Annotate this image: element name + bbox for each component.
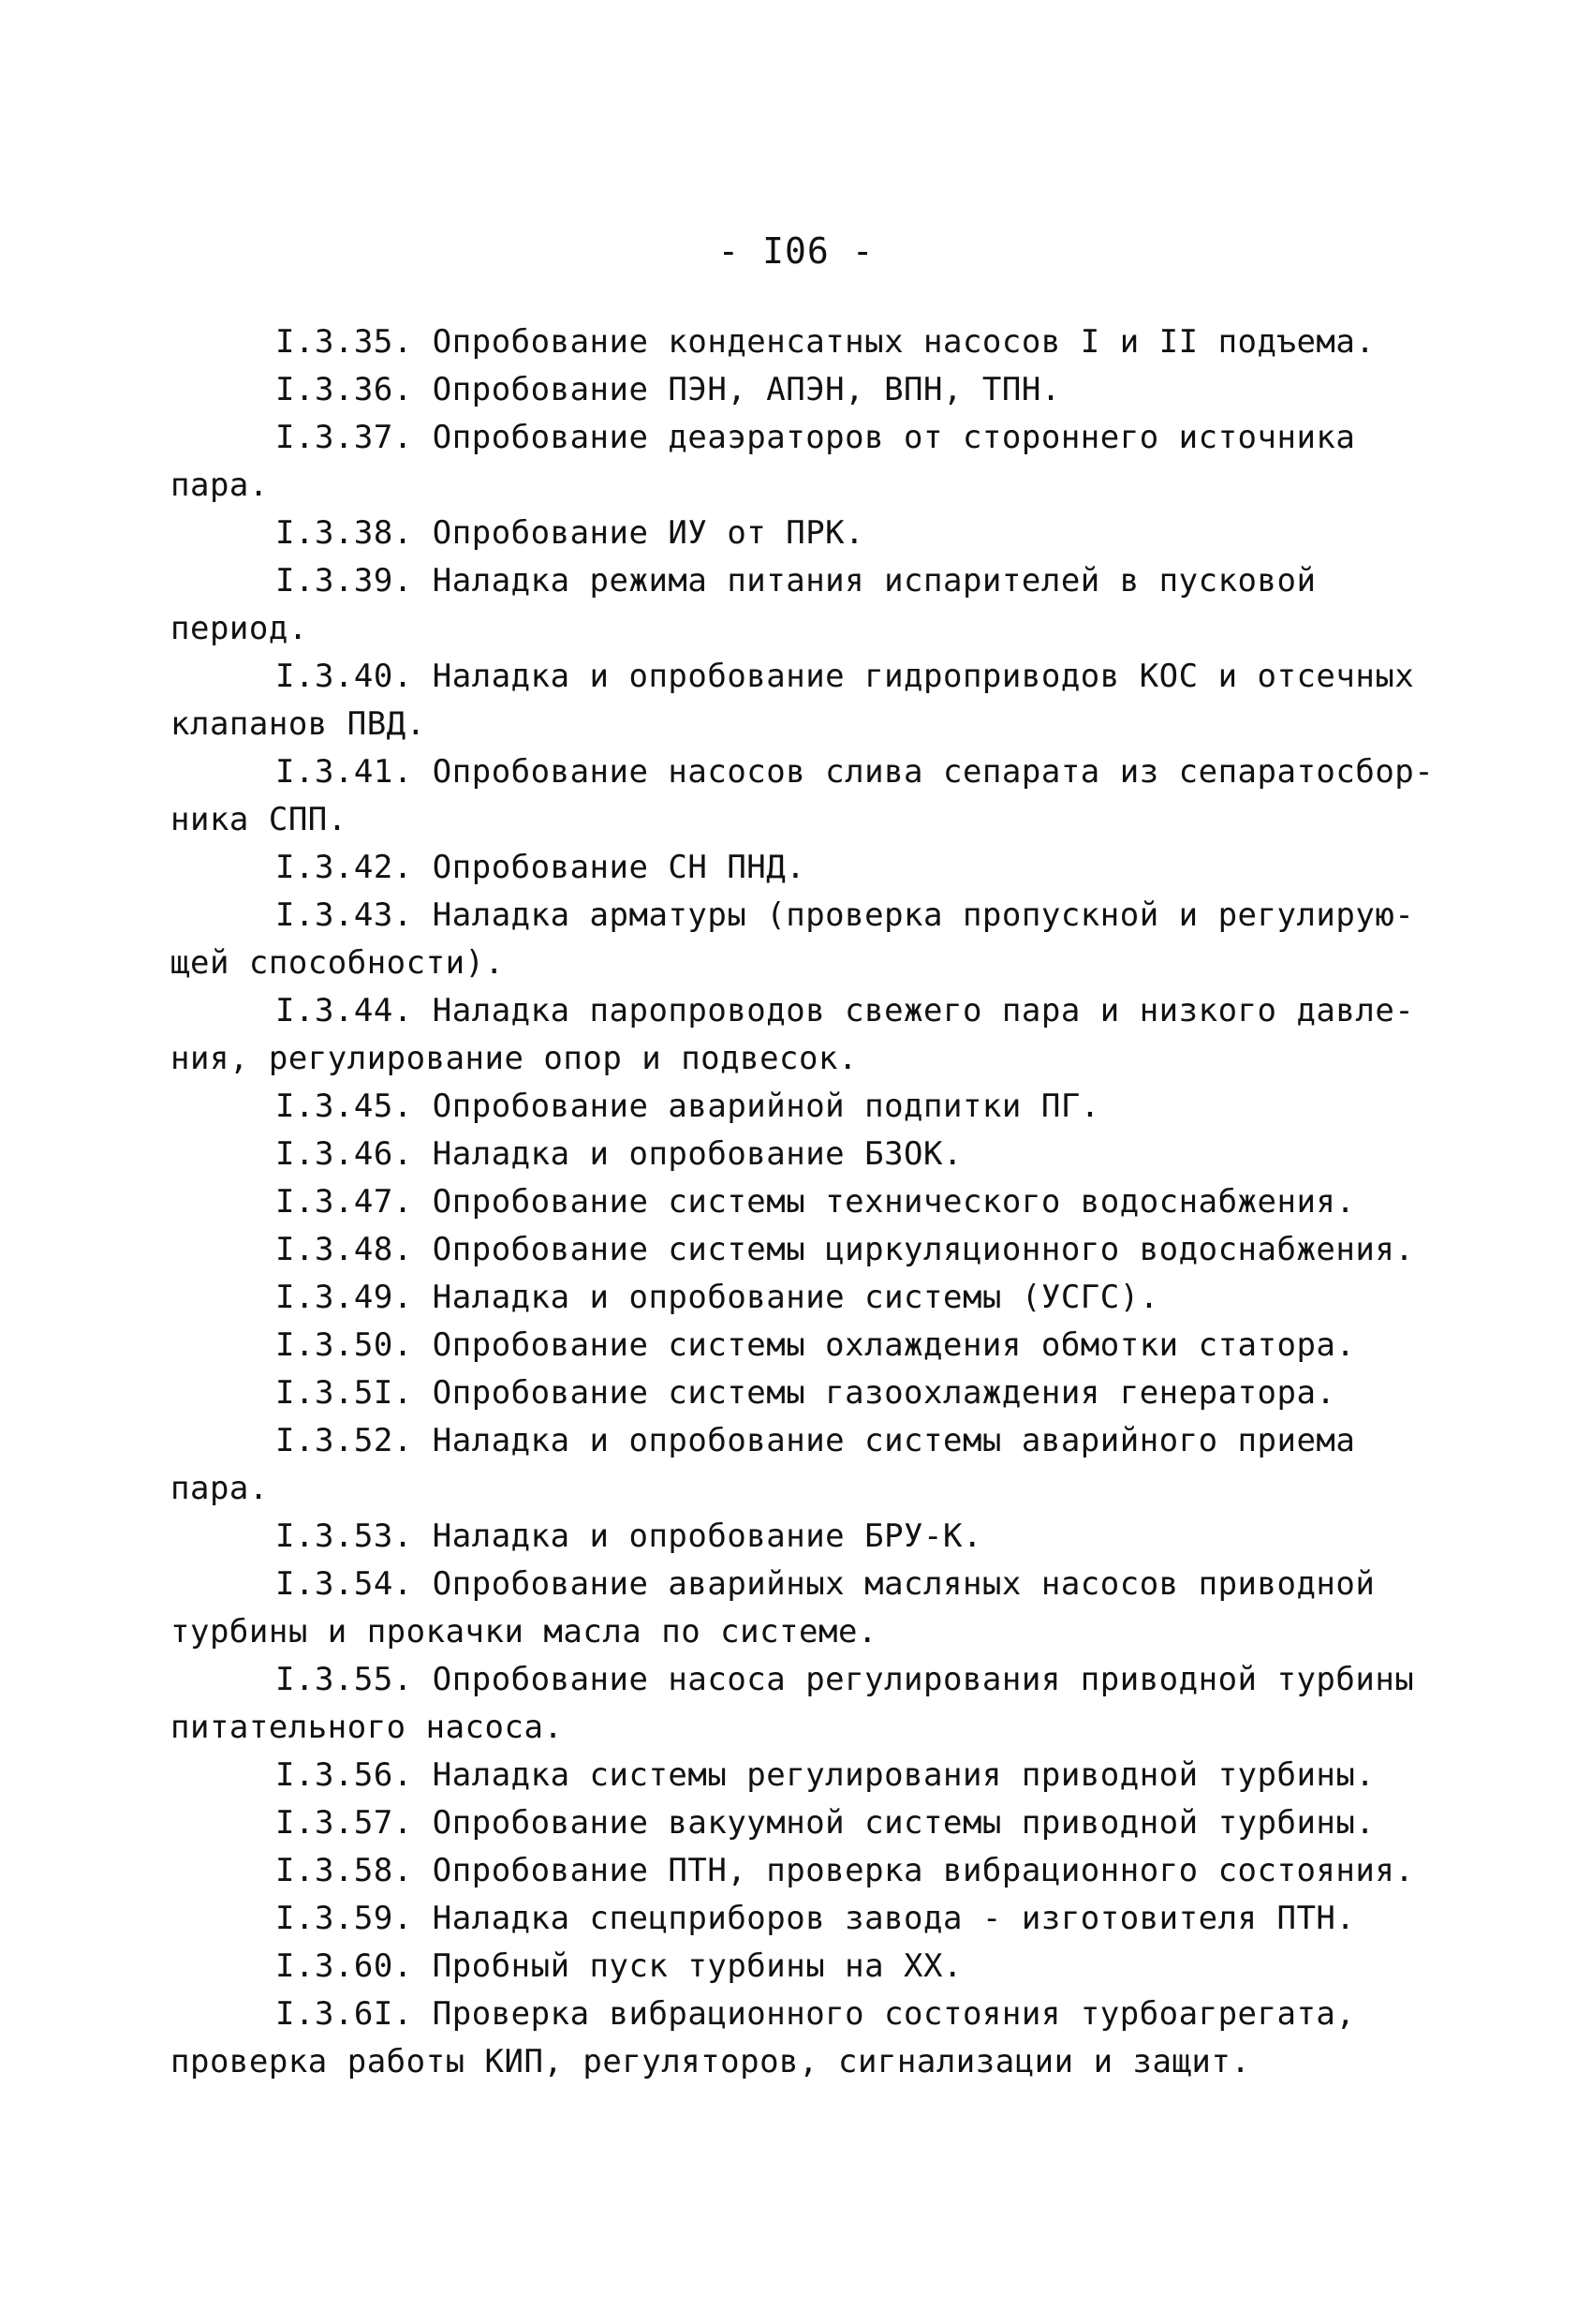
item-text: Опробование СН ПНД.	[432, 849, 806, 886]
list-item	[170, 892, 1444, 940]
item-number: I.3.46.	[275, 1135, 413, 1173]
item-text: Опробование ИУ от ПРК.	[432, 514, 865, 552]
item-text: Наладка режима питания испарителей в пусковой	[432, 562, 1317, 600]
item-text: пара.	[170, 466, 269, 504]
list-item-continuation	[170, 1465, 1444, 1513]
list-item	[170, 1083, 1444, 1131]
list-item-continuation	[170, 1704, 1444, 1752]
list-item	[170, 1322, 1444, 1369]
item-text: щей способности).	[170, 944, 505, 982]
item-text: Опробование системы охлаждения обмотки статора.	[432, 1326, 1356, 1364]
item-number: I.3.54.	[275, 1565, 413, 1603]
list-item	[170, 653, 1444, 701]
list-item-continuation	[170, 940, 1444, 987]
list-item-continuation	[170, 1035, 1444, 1083]
item-text: ния, регулирование опор и подвесок.	[170, 1040, 858, 1077]
item-text: период.	[170, 610, 308, 647]
list-item	[170, 1656, 1444, 1704]
item-text: питательного насоса.	[170, 1709, 564, 1746]
list-item	[170, 1178, 1444, 1226]
item-text: Наладка и опробование БРУ-К.	[432, 1517, 982, 1555]
item-number: I.3.43.	[275, 896, 413, 934]
item-number: I.3.38.	[275, 514, 413, 552]
list-item	[170, 1847, 1444, 1895]
list-item	[170, 1226, 1444, 1274]
item-text: Опробование конденсатных насосов I и II подъема.	[432, 323, 1376, 361]
item-number: I.3.42.	[275, 849, 413, 886]
item-text: Проверка вибрационного состояния турбоагрегата,	[432, 1995, 1356, 2033]
item-number: I.3.40.	[275, 658, 413, 695]
item-text: Опробование деаэраторов от стороннего источника	[432, 419, 1356, 456]
item-number: I.3.55.	[275, 1661, 413, 1698]
list-item-continuation	[170, 1608, 1444, 1656]
item-text: Опробование ПЭН, АПЭН, ВПН, ТПН.	[432, 371, 1061, 408]
item-text: проверка работы КИП, регуляторов, сигнализации и защит.	[170, 2043, 1251, 2080]
item-number: I.3.6I.	[275, 1995, 413, 2033]
list-item	[170, 1799, 1444, 1847]
item-text: Опробование ПТН, проверка вибрационного состояния.	[432, 1852, 1415, 1889]
item-number: I.3.37.	[275, 419, 413, 456]
item-number: I.3.60.	[275, 1947, 413, 1985]
item-text: Опробование вакуумной системы приводной турбины.	[432, 1804, 1376, 1842]
item-text: Опробование насосов слива сепарата из сепаратосбор-	[432, 753, 1435, 791]
item-number: I.3.59.	[275, 1900, 413, 1937]
list-item-continuation	[170, 462, 1444, 510]
item-number: I.3.47.	[275, 1183, 413, 1221]
item-text: Опробование аварийных масляных насосов приводной	[432, 1565, 1376, 1603]
page-number: - I06 -	[717, 230, 875, 272]
list-item-continuation	[170, 2038, 1444, 2086]
item-number: I.3.53.	[275, 1517, 413, 1555]
item-text: Опробование системы циркуляционного водоснабжения.	[432, 1231, 1415, 1268]
list-item	[170, 318, 1444, 366]
item-number: I.3.35.	[275, 323, 413, 361]
item-text: ника СПП.	[170, 801, 347, 838]
list-item	[170, 366, 1444, 414]
list-item	[170, 1752, 1444, 1799]
list-item	[170, 1417, 1444, 1465]
item-text: пара.	[170, 1470, 269, 1507]
item-text: Наладка и опробование БЗОК.	[432, 1135, 963, 1173]
list-item	[170, 414, 1444, 462]
item-number: I.3.45.	[275, 1088, 413, 1125]
list-item	[170, 510, 1444, 557]
list-item	[170, 844, 1444, 892]
item-text: Наладка паропроводов свежего пара и низкого давле-	[432, 992, 1415, 1029]
list-item	[170, 1991, 1444, 2038]
item-text: Наладка и опробование системы (УСГС).	[432, 1279, 1159, 1316]
list-item	[170, 987, 1444, 1035]
list-item-continuation	[170, 701, 1444, 748]
list-item	[170, 1943, 1444, 1991]
item-text: Наладка и опробование системы аварийного приема	[432, 1422, 1356, 1459]
item-text: Опробование системы технического водоснабжения.	[432, 1183, 1356, 1221]
item-text: Пробный пуск турбины на XX.	[432, 1947, 963, 1985]
item-number: I.3.49.	[275, 1279, 413, 1316]
item-text: Наладка спецприборов завода - изготовителя ПТН.	[432, 1900, 1356, 1937]
item-number: I.3.48.	[275, 1231, 413, 1268]
item-number: I.3.57.	[275, 1804, 413, 1842]
item-list	[170, 318, 1444, 2086]
list-item	[170, 1369, 1444, 1417]
list-item	[170, 1274, 1444, 1322]
list-item	[170, 1895, 1444, 1943]
item-number: I.3.39.	[275, 562, 413, 600]
list-item	[170, 1561, 1444, 1608]
list-item-continuation	[170, 605, 1444, 653]
list-item-continuation	[170, 796, 1444, 844]
item-number: I.3.41.	[275, 753, 413, 791]
item-number: I.3.50.	[275, 1326, 413, 1364]
list-item	[170, 557, 1444, 605]
item-text: Наладка арматуры (проверка пропускной и регулирую-	[432, 896, 1415, 934]
item-text: Опробование аварийной подпитки ПГ.	[432, 1088, 1100, 1125]
item-number: I.3.5I.	[275, 1374, 413, 1412]
item-text: Наладка системы регулирования приводной турбины.	[432, 1756, 1376, 1794]
item-number: I.3.52.	[275, 1422, 413, 1459]
item-text: клапанов ПВД.	[170, 705, 426, 743]
item-number: I.3.36.	[275, 371, 413, 408]
item-number: I.3.58.	[275, 1852, 413, 1889]
list-item	[170, 1513, 1444, 1561]
item-number: I.3.44.	[275, 992, 413, 1029]
item-text: Опробование системы газоохлаждения генератора.	[432, 1374, 1336, 1412]
list-item	[170, 748, 1444, 796]
item-text: Опробование насоса регулирования приводной турбины	[432, 1661, 1415, 1698]
item-text: турбины и прокачки масла по системе.	[170, 1613, 877, 1650]
list-item	[170, 1131, 1444, 1178]
item-number: I.3.56.	[275, 1756, 413, 1794]
item-text: Наладка и опробование гидроприводов КОС и отсечных	[432, 658, 1415, 695]
